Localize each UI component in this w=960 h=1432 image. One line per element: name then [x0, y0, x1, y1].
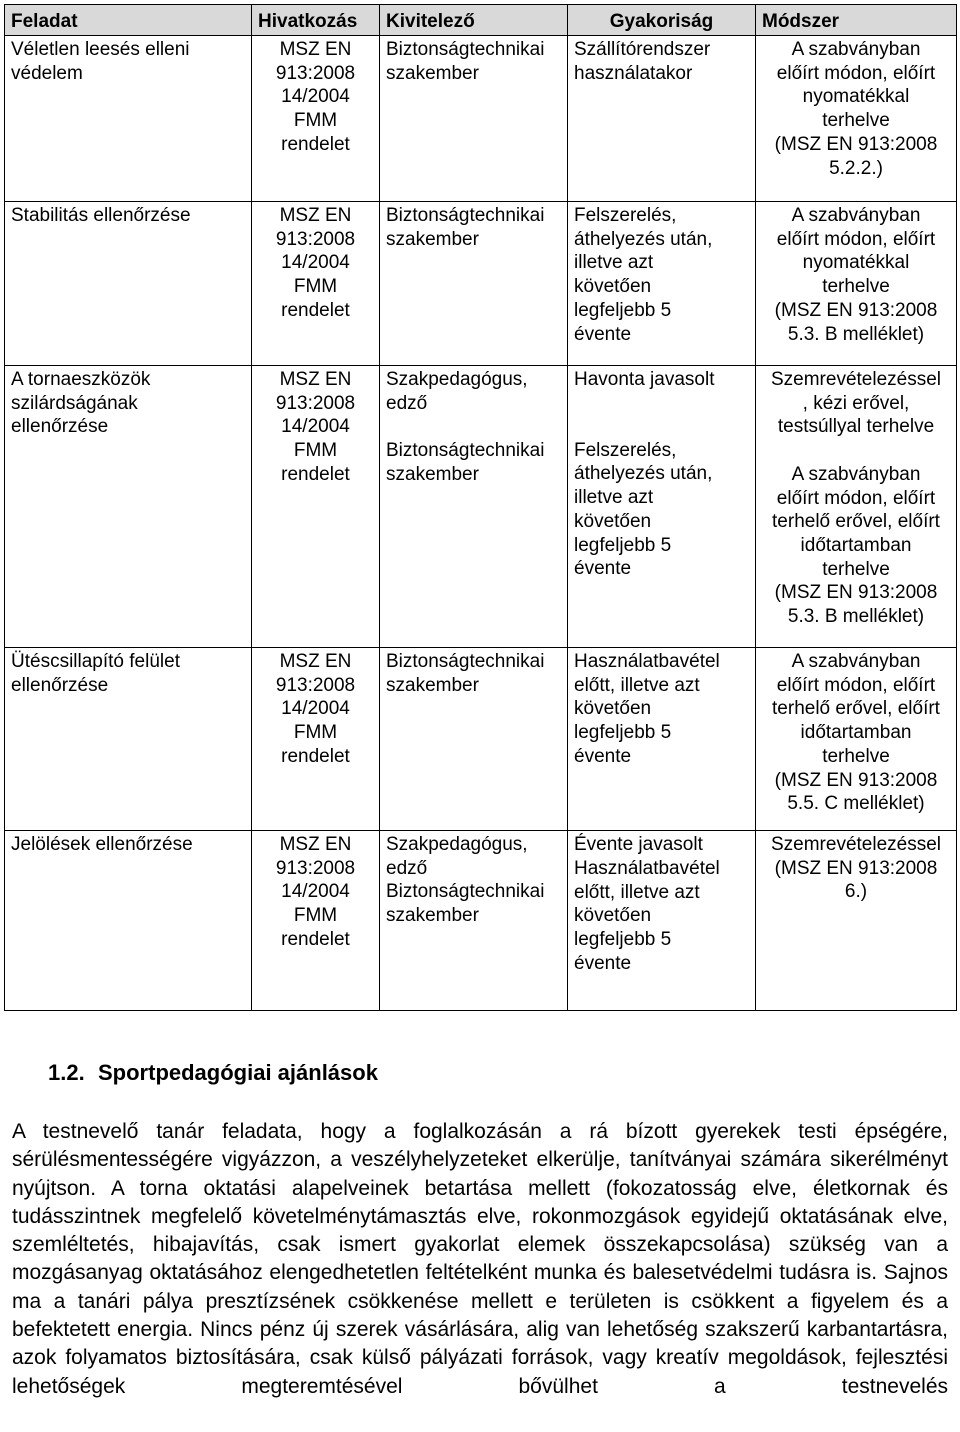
task-cell: Ütéscsillapító felület ellenőrzése [11, 651, 180, 696]
section-heading [48, 1060, 378, 1086]
frequency-cell: Felszerelés, áthelyezés után, illetve azt követően legfeljebb 5 évente [574, 205, 713, 345]
executor-cell: Biztonságtechnikai szakember [386, 651, 545, 696]
method-cell: Szemrevételezéssel , kézi erővel, testsúllyal terhelve [770, 369, 942, 438]
table-row [5, 202, 957, 366]
method-cell: A szabványban előírt módon, előírt nyomatékkal terhelve (MSZ EN 913:2008 5.2.2.) [774, 39, 938, 179]
method-cell: A szabványban előírt módon, előírt terhelő erővel, előírt időtartamban terhelve (MSZ EN 913:2008 5.5. C melléklet) [772, 651, 940, 815]
method-cell: Szemrevételezéssel (MSZ EN 913:2008 6.) [770, 833, 942, 903]
reference-cell: MSZ EN 913:2008 14/2004 FMM rendelet [275, 651, 356, 767]
table-row [5, 36, 957, 202]
section-title: Sportpedagógiai ajánlások [98, 1060, 378, 1085]
table-row [5, 830, 957, 1010]
task-cell: Stabilitás ellenőrzése [11, 205, 191, 226]
frequency-cell: Használatbavétel előtt, illetve azt követően legfeljebb 5 évente [574, 651, 720, 767]
executor-cell: Szakpedagógus, edző Biztonságtechnikai szakember [386, 833, 545, 927]
safety-check-table [4, 4, 957, 1011]
task-cell: Jelölések ellenőrzése [11, 833, 193, 855]
executor-cell: Biztonságtechnikai szakember [386, 440, 545, 485]
reference-cell: MSZ EN 913:2008 14/2004 FMM rendelet [275, 39, 356, 155]
executor-cell: Szakpedagógus, edző [386, 369, 528, 414]
header-method: Módszer [756, 5, 957, 36]
table-header-row [5, 5, 957, 36]
task-cell: A tornaeszközök szilárdságának ellenőrzése [11, 369, 151, 438]
reference-cell: MSZ EN 913:2008 14/2004 FMM rendelet [275, 205, 356, 321]
header-reference: Hivatkozás [252, 5, 380, 36]
frequency-cell: Szállítórendszer használatakor [574, 39, 711, 84]
reference-cell: MSZ EN 913:2008 14/2004 FMM rendelet [275, 369, 356, 485]
frequency-cell: Használatbavétel előtt, illetve azt követően legfeljebb 5 évente [574, 857, 720, 974]
method-cell: A szabványban előírt módon, előírt terhelő erővel, előírt időtartamban terhelve (MSZ EN 913:2008 5.3. B melléklet) [772, 463, 940, 628]
header-task: Feladat [5, 5, 252, 36]
table-row [5, 648, 957, 831]
section-number: 1.2. [48, 1060, 85, 1085]
header-frequency: Gyakoriság [568, 5, 756, 36]
reference-cell: MSZ EN 913:2008 14/2004 FMM rendelet [275, 833, 356, 950]
executor-cell: Biztonságtechnikai szakember [386, 39, 545, 84]
frequency-cell: Felszerelés, áthelyezés után, illetve azt követően legfeljebb 5 évente [574, 439, 713, 580]
method-cell: A szabványban előírt módon, előírt nyomatékkal terhelve (MSZ EN 913:2008 5.3. B melléklet) [774, 205, 938, 345]
body-paragraph: A testnevelő tanár feladata, hogy a foglalkozásán a rá bízott gyerekek testi épségére, sérülésmentességére vigyázzon, a veszélyhelyzeteket elkerülje, tanítványai számára sikerélményt nyújtson. A torna oktatási alapelveinek betartása mellett (fokozatosság elve, életkornak és tudásszintnek megfelelő követelménytámasztás elve, rokonmozgások egyidejű oktatásának elve, szemléltetés, hibajavítás, csak ismert gyakorlat elemek összekapcsolása) szükség van a mozgásanyag oktatásához elengedhetetlen feltételként munka és balesetvédelmi tudásra is. Sajnos ma a tanári pálya presztízsének csökkenése mellett e területen is csökkent a figyelem és a befektetett energia. Nincs pénz új szerek vásárlására, alig van lehetőség szakszerű karbantartásra, azok folyamatos biztosítására, csak külső pályázati források, vagy kreatív megoldások, fejlesztési lehetőségek megteremtésével bővülhet a testnevelés [12, 1120, 948, 1398]
task-cell: Véletlen leesés elleni védelem [11, 39, 190, 84]
header-executor: Kivitelező [380, 5, 568, 36]
executor-cell: Biztonságtechnikai szakember [386, 205, 545, 250]
table-row [5, 366, 957, 648]
frequency-cell: Havonta javasolt [574, 369, 715, 390]
frequency-cell: Évente javasolt [574, 833, 703, 855]
